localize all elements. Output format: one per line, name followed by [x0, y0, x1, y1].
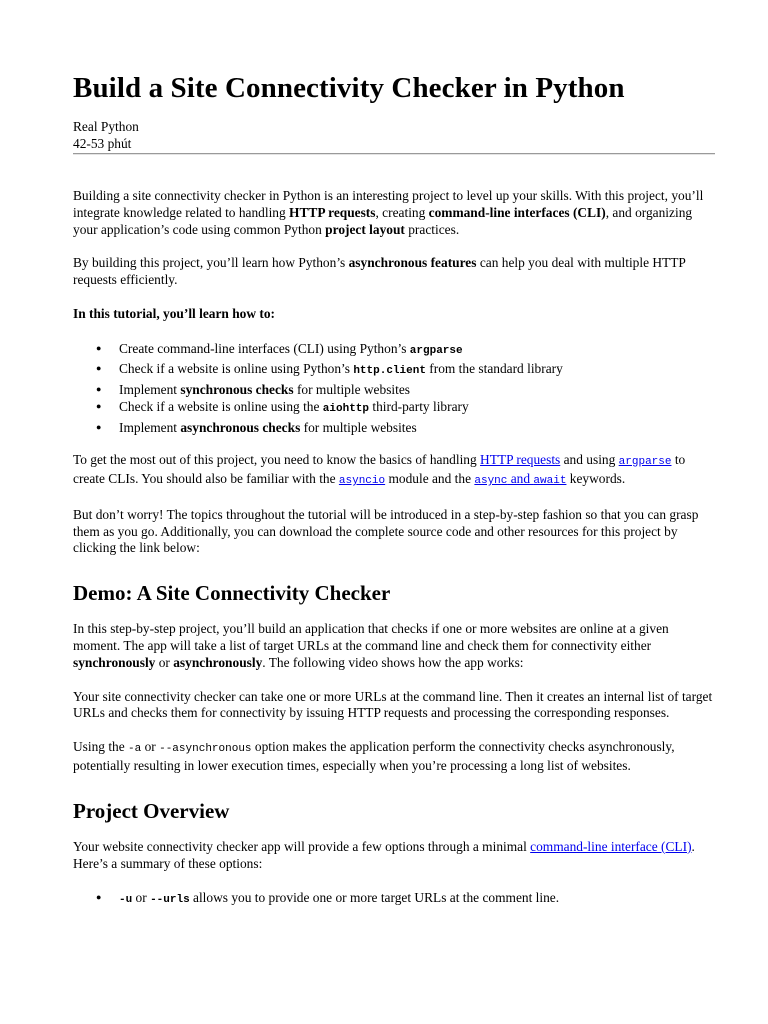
inline-code: argparse: [618, 456, 672, 469]
inline-code: async: [474, 475, 508, 488]
bold-term: HTTP requests: [289, 204, 376, 220]
article-reading-time: 42-53 phút: [73, 136, 132, 151]
cli-link[interactable]: command-line interface (CLI): [530, 838, 692, 854]
text-run: To get the most out of this project, you need to know the basics of handling: [73, 452, 481, 468]
text-run: Your website connectivity checker app will provide a few options through a minimal: [73, 838, 531, 854]
text-run: or: [132, 890, 151, 906]
text-run: Check if a website is online using the: [119, 399, 323, 415]
intro-paragraph-1: [73, 188, 715, 238]
bold-term: asynchronous checks: [180, 419, 301, 435]
text-run: Building a site connectivity checker in Python is an interesting project to level up your skills. With this project, you’ll integrate knowledge related to handling: [73, 188, 704, 220]
text-run: for multiple websites: [293, 381, 410, 397]
list-item: [73, 360, 715, 381]
text-run: keywords.: [566, 471, 626, 487]
text-run: and using: [560, 452, 619, 468]
article-author: Real Python: [73, 119, 139, 134]
intro-paragraph-4: But don’t worry! The topics throughout the tutorial will be introduced in a step-by-step fashion so that you can grasp them as you go. Additionally, you can download the complete source code and other resources for this project by clicking the link below:: [73, 506, 699, 556]
learn-heading-text: In this tutorial, you’ll learn how to:: [73, 305, 275, 321]
text-run: . Here’s a summary of these options:: [73, 838, 695, 871]
bold-term: asynchronously: [173, 654, 263, 670]
article-title: Build a Site Connectivity Checker in Python: [73, 72, 625, 104]
bullet-icon: ●: [96, 892, 102, 903]
text-run: third-party library: [369, 399, 469, 415]
text-run: from the standard library: [425, 361, 563, 377]
list-item: [73, 419, 715, 437]
demo-heading: Demo: A Site Connectivity Checker: [73, 581, 391, 606]
text-run: to create CLIs. You should also be familiar with the: [73, 452, 686, 487]
inline-code: --asynchronous: [159, 743, 252, 756]
overview-paragraph-1: [73, 839, 715, 873]
demo-paragraph-3: [73, 739, 715, 775]
demo-paragraph-1: [73, 621, 715, 671]
inline-code: await: [533, 475, 567, 488]
inline-code: -a: [128, 743, 142, 756]
http-requests-link[interactable]: HTTP requests: [480, 452, 561, 468]
bullet-icon: ●: [96, 383, 102, 394]
bullet-icon: ●: [96, 363, 102, 374]
text-run: or: [141, 739, 160, 755]
argparse-link[interactable]: [619, 452, 672, 467]
inline-code: aiohttp: [322, 403, 370, 416]
bold-term: project layout: [325, 221, 405, 237]
overview-heading: Project Overview: [73, 798, 230, 823]
bullet-icon: ●: [96, 421, 102, 432]
learn-heading: [73, 306, 715, 323]
inline-code: -u: [119, 894, 133, 907]
bold-term: command-line interfaces (CLI): [428, 204, 606, 220]
list-item: [73, 381, 715, 399]
inline-code: http.client: [353, 365, 426, 378]
article: [73, 68, 715, 910]
bold-term: synchronously: [73, 654, 156, 670]
text-run: Implement: [119, 419, 181, 435]
link-text: and: [507, 471, 534, 487]
bullet-icon: ●: [96, 342, 102, 353]
text-run: for multiple websites: [300, 419, 417, 435]
text-run: , and organizing your application’s code using common Python: [73, 204, 693, 237]
text-run: allows you to provide one or more target URLs at the comment line.: [189, 890, 560, 906]
demo-paragraph-2: Your site connectivity checker can take one or more URLs at the command line. Then it creates an internal list of target URLs and checks them for connectivity by issuing HTTP requests and processing the corresponding responses.: [73, 688, 713, 721]
text-run: can help you deal with multiple HTTP requests efficiently.: [73, 255, 686, 288]
options-list: [73, 889, 715, 910]
list-item: [73, 340, 715, 361]
intro-paragraph-2: [73, 255, 715, 289]
text-run: option makes the application perform the connectivity checks asynchronously, potentially resulting in lower execution times, especially when you’re processing a long list of websites.: [73, 739, 675, 774]
inline-code: asyncio: [338, 475, 386, 488]
text-run: Using the: [73, 739, 129, 755]
list-item: [73, 889, 715, 910]
text-run: , creating: [375, 204, 429, 220]
learn-list: [73, 340, 715, 437]
header-divider: [73, 153, 715, 155]
text-run: Check if a website is online using Python’s: [119, 361, 354, 377]
text-run: . The following video shows how the app works:: [262, 654, 524, 670]
asyncio-link[interactable]: [339, 471, 385, 486]
text-run: By building this project, you’ll learn how Python’s: [73, 255, 349, 271]
article-meta: [73, 118, 715, 152]
bold-term: asynchronous features: [348, 255, 477, 271]
text-run: In this step-by-step project, you’ll build an application that checks if one or more websites are online at a given moment. The app will take a list of target URLs at the command line and check them for connectivity either: [73, 621, 669, 654]
inline-code: --urls: [150, 894, 190, 907]
text-run: practices.: [404, 221, 460, 237]
text-run: module and the: [385, 471, 475, 487]
text-run: Implement: [119, 381, 181, 397]
bullet-icon: ●: [96, 401, 102, 412]
intro-paragraph-3: [73, 452, 715, 490]
async-await-link[interactable]: [474, 471, 566, 486]
bold-term: synchronous checks: [180, 381, 294, 397]
text-run: or: [155, 654, 174, 670]
list-item: [73, 398, 715, 419]
inline-code: argparse: [409, 344, 463, 357]
text-run: Create command-line interfaces (CLI) using Python’s: [119, 340, 410, 356]
